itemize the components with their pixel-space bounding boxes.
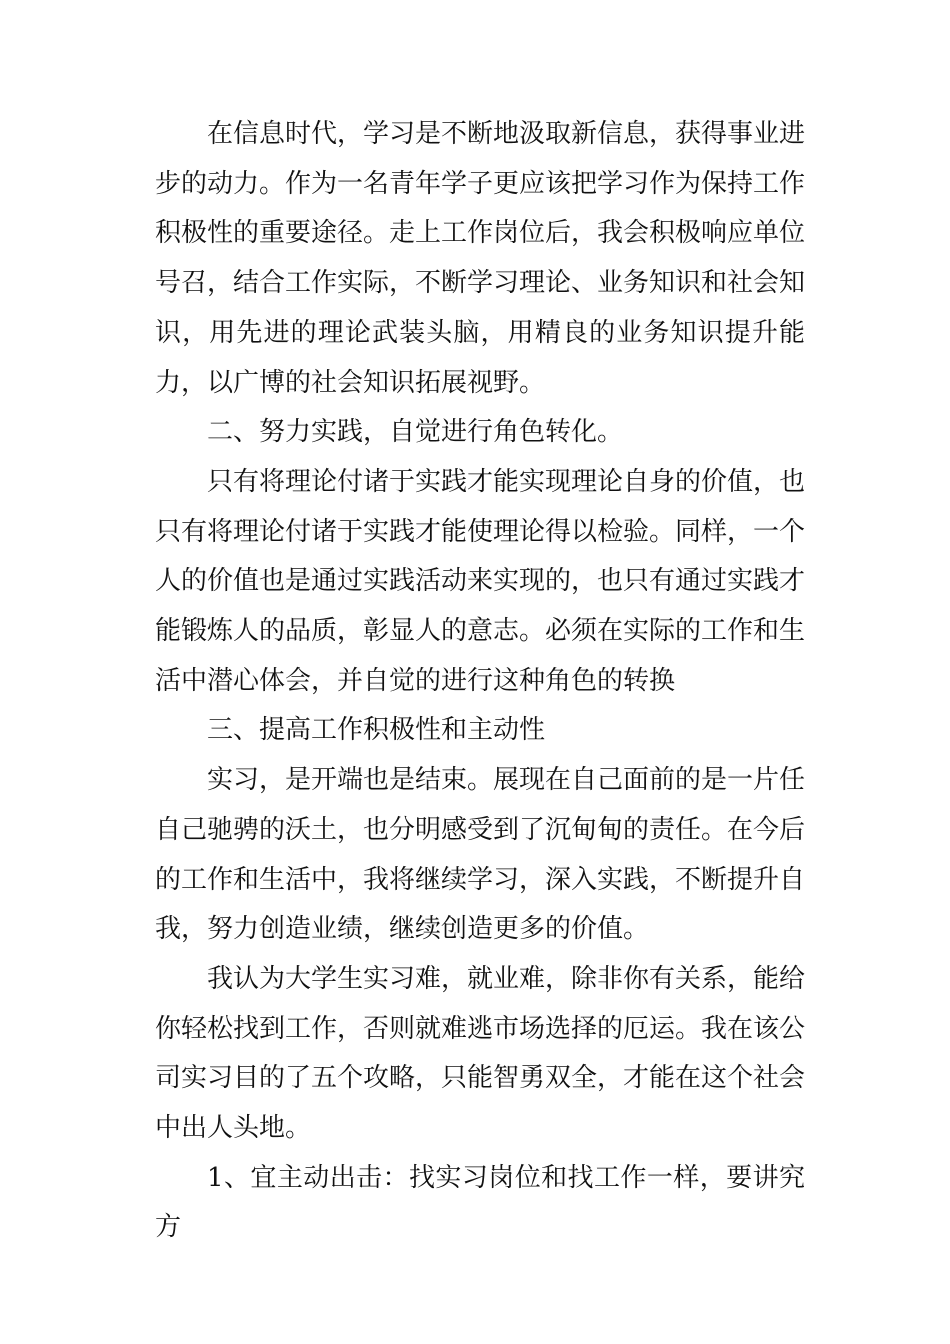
paragraph-internship-conclusion: 实习，是开端也是结束。展现在自己面前的是一片任自己驰骋的沃土，也分明感受到了沉甸甸的责任。在今后的工作和生活中，我将继续学习，深入实践，不断提升自我，努力创造业绩，继续创造更多的价值。 <box>155 765 806 945</box>
paragraph-tip-one: 1、宜主动出击：找实习岗位和找工作一样，要讲究方 <box>155 1162 805 1243</box>
heading-section-three: 三、提高工作积极性和主动性 <box>207 715 546 746</box>
paragraph-employment-difficulty: 我认为大学生实习难，就业难，除非你有关系，能给你轻松找到工作，否则就难逃市场选择的厄运。我在该公司实习目的了五个攻略，只能智勇双全，才能在这个社会中出人头地。 <box>155 963 806 1144</box>
heading-section-two: 二、努力实践，自觉进行角色转化。 <box>207 417 624 448</box>
document-body <box>155 110 805 1253</box>
paragraph-theory-practice: 只有将理论付诸于实践才能实现理论自身的价值，也只有将理论付诸于实践才能使理论得以检验。同样，一个人的价值也是通过实践活动来实现的，也只有通过实践才能锻炼人的品质，彰显人的意志。必须在实际的工作和生活中潜心体会，并自觉的进行这种角色的转换 <box>155 466 806 696</box>
paragraph-info-age-learning: 在信息时代，学习是不断地汲取新信息，获得事业进步的动力。作为一名青年学子更应该把学习作为保持工作积极性的重要途径。走上工作岗位后，我会积极响应单位号召，结合工作实际，不断学习理论、业务知识和社会知识，用先进的理论武装头脑，用精良的业务知识提升能力，以广博的社会知识拓展视野。 <box>155 119 806 398</box>
